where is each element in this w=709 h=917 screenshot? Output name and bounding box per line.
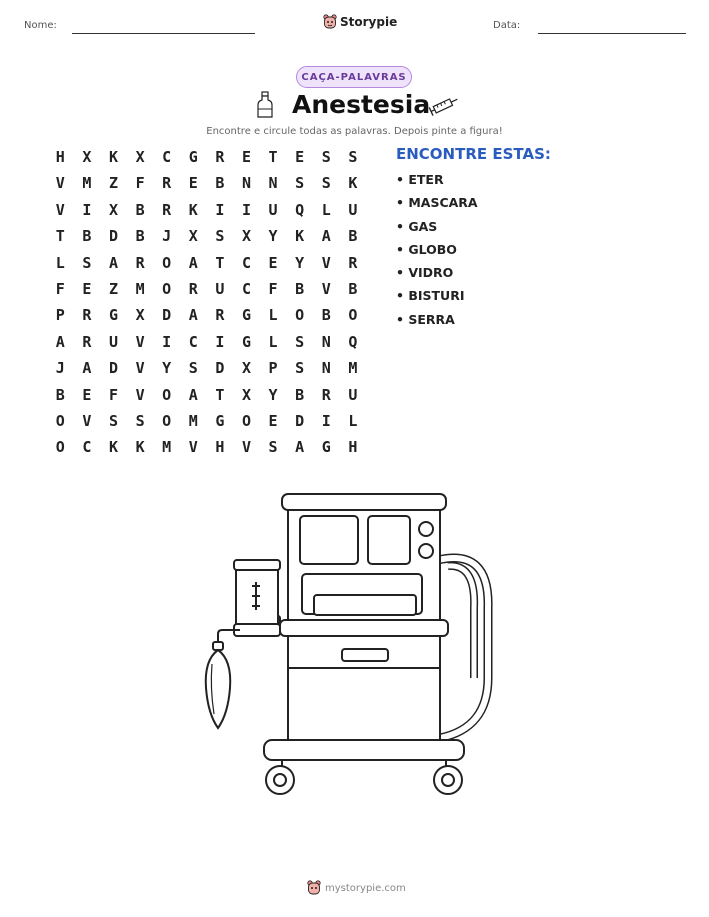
grid-cell[interactable]: V [135, 359, 145, 378]
grid-cell[interactable]: B [348, 227, 358, 246]
grid-cell[interactable]: R [215, 148, 225, 166]
grid-cell[interactable]: N [268, 174, 278, 193]
grid-cell[interactable]: B [135, 227, 145, 246]
grid-cell[interactable]: S [268, 438, 278, 457]
grid-cell[interactable]: Z [108, 279, 118, 298]
grid-cell[interactable]: L [321, 200, 331, 219]
grid-cell[interactable]: Q [348, 332, 358, 351]
word-list-item: • GAS [396, 218, 438, 234]
grid-cell[interactable]: R [82, 306, 92, 325]
grid-cell[interactable]: I [215, 200, 225, 219]
grid-cell[interactable]: S [108, 411, 118, 430]
grid-cell[interactable]: B [215, 174, 225, 193]
grid-cell[interactable]: H [348, 438, 358, 457]
vial-icon [256, 91, 274, 119]
grid-cell[interactable]: Q [295, 200, 305, 219]
grid-cell[interactable]: O [162, 385, 172, 404]
grid-cell[interactable]: V [55, 200, 65, 219]
grid-cell[interactable]: V [188, 438, 198, 457]
grid-cell[interactable]: Y [162, 359, 172, 378]
instructions: Encontre e circule todas as palavras. Depois pinte a figura! [206, 126, 503, 137]
word-search-grid[interactable] [47, 148, 367, 465]
grid-cell[interactable]: E [241, 148, 251, 166]
storypie-mascot-icon [307, 880, 321, 896]
grid-cell[interactable]: H [215, 438, 225, 457]
grid-cell[interactable]: R [82, 332, 92, 351]
brand-logo [323, 14, 397, 30]
grid-cell[interactable]: U [108, 332, 118, 351]
grid-cell[interactable]: I [215, 332, 225, 351]
grid-cell[interactable]: A [55, 332, 65, 351]
name-label: Nome: [24, 20, 57, 31]
grid-cell[interactable]: X [188, 227, 198, 246]
page-title: Anestesia [292, 90, 431, 119]
grid-cell[interactable]: I [82, 200, 92, 219]
grid-cell[interactable]: S [295, 359, 305, 378]
grid-cell[interactable]: A [321, 227, 331, 246]
anesthesia-machine-icon [200, 488, 510, 800]
grid-cell[interactable]: U [348, 385, 358, 404]
grid-cell[interactable]: A [295, 438, 305, 457]
grid-cell[interactable]: F [55, 279, 65, 298]
grid-cell[interactable]: N [241, 174, 251, 193]
grid-cell[interactable]: L [348, 411, 358, 430]
grid-cell[interactable]: T [55, 227, 65, 246]
grid-cell[interactable]: C [241, 279, 251, 298]
grid-cell[interactable]: S [188, 359, 198, 378]
grid-cell[interactable]: M [162, 438, 172, 457]
footer [307, 880, 406, 896]
grid-cell[interactable]: R [188, 279, 198, 298]
grid-cell[interactable]: F [268, 279, 278, 298]
grid-cell[interactable]: B [82, 227, 92, 246]
grid-cell[interactable]: U [268, 200, 278, 219]
grid-cell[interactable]: R [135, 253, 145, 272]
grid-cell[interactable]: V [241, 438, 251, 457]
grid-cell[interactable]: O [162, 253, 172, 272]
footer-url: mystorypie.com [325, 882, 406, 894]
grid-cell[interactable]: D [108, 227, 118, 246]
grid-cell[interactable]: D [295, 411, 305, 430]
grid-cell[interactable]: B [295, 385, 305, 404]
grid-cell[interactable]: V [321, 279, 331, 298]
grid-cell[interactable]: G [321, 438, 331, 457]
grid-cell[interactable]: B [295, 279, 305, 298]
grid-cell[interactable]: G [241, 332, 251, 351]
grid-cell[interactable]: C [188, 332, 198, 351]
grid-cell[interactable]: R [162, 200, 172, 219]
grid-cell[interactable]: T [215, 385, 225, 404]
grid-cell[interactable]: A [188, 253, 198, 272]
grid-cell[interactable]: A [188, 306, 198, 325]
grid-cell[interactable]: S [348, 148, 358, 166]
grid-cell[interactable]: X [82, 148, 92, 166]
grid-cell[interactable]: B [321, 306, 331, 325]
grid-cell[interactable]: V [321, 253, 331, 272]
grid-cell[interactable]: K [108, 438, 118, 457]
grid-cell[interactable]: P [268, 359, 278, 378]
grid-cell[interactable]: A [108, 253, 118, 272]
grid-cell[interactable]: O [162, 411, 172, 430]
grid-cell[interactable]: X [241, 385, 251, 404]
grid-cell[interactable]: K [295, 227, 305, 246]
grid-cell[interactable]: R [321, 385, 331, 404]
grid-cell[interactable]: E [295, 148, 305, 166]
grid-cell[interactable]: F [108, 385, 118, 404]
grid-cell[interactable]: B [348, 279, 358, 298]
grid-cell[interactable]: L [268, 306, 278, 325]
grid-cell[interactable]: M [348, 359, 358, 378]
grid-cell[interactable]: X [241, 227, 251, 246]
grid-cell[interactable]: S [321, 148, 331, 166]
grid-cell[interactable]: U [348, 200, 358, 219]
grid-cell[interactable]: I [321, 411, 331, 430]
grid-cell[interactable]: I [162, 332, 172, 351]
grid-cell[interactable]: F [135, 174, 145, 193]
grid-cell[interactable]: O [295, 306, 305, 325]
grid-cell[interactable]: O [162, 279, 172, 298]
grid-cell[interactable]: Z [108, 174, 118, 193]
grid-cell[interactable]: S [295, 332, 305, 351]
name-line [72, 33, 255, 34]
grid-cell[interactable]: E [268, 253, 278, 272]
grid-cell[interactable]: X [108, 200, 118, 219]
grid-cell[interactable]: L [268, 332, 278, 351]
grid-cell[interactable]: K [135, 438, 145, 457]
grid-cell[interactable]: B [135, 200, 145, 219]
grid-cell[interactable]: S [295, 174, 305, 193]
word-list-item: • GLOBO [396, 241, 457, 257]
grid-cell[interactable]: X [135, 306, 145, 325]
grid-cell[interactable]: T [215, 253, 225, 272]
grid-cell[interactable]: G [241, 306, 251, 325]
grid-cell[interactable]: V [135, 332, 145, 351]
word-list-item: • MASCARA [396, 195, 478, 211]
grid-cell[interactable]: I [241, 200, 251, 219]
grid-cell[interactable]: O [241, 411, 251, 430]
grid-cell[interactable]: E [82, 279, 92, 298]
grid-cell[interactable]: V [55, 174, 65, 193]
grid-cell[interactable]: Y [268, 385, 278, 404]
grid-cell[interactable]: U [215, 279, 225, 298]
grid-cell[interactable]: O [55, 438, 65, 457]
grid-cell[interactable]: N [321, 359, 331, 378]
word-list-heading: ENCONTRE ESTAS: [396, 145, 551, 163]
grid-cell[interactable]: S [82, 253, 92, 272]
grid-cell[interactable]: A [188, 385, 198, 404]
grid-cell[interactable]: M [135, 279, 145, 298]
word-list-item: • ETER [396, 172, 444, 187]
grid-cell[interactable]: T [268, 148, 278, 166]
brand-name: Storypie [340, 15, 398, 29]
grid-cell[interactable]: X [241, 359, 251, 378]
grid-cell[interactable]: E [268, 411, 278, 430]
grid-cell[interactable]: K [108, 148, 118, 166]
grid-cell[interactable]: P [55, 306, 65, 325]
grid-cell[interactable]: Y [268, 227, 278, 246]
category-badge: CAÇA-PALAVRAS [296, 66, 412, 88]
grid-cell[interactable]: V [82, 411, 92, 430]
word-list-item: • BISTURI [396, 288, 465, 304]
grid-cell[interactable]: M [188, 411, 198, 430]
syringe-icon [428, 95, 460, 117]
grid-cell[interactable]: M [82, 174, 92, 193]
grid-cell[interactable]: D [108, 359, 118, 378]
grid-cell[interactable]: N [321, 332, 331, 351]
grid-cell[interactable]: G [188, 148, 198, 166]
grid-cell[interactable]: K [348, 174, 358, 193]
grid-cell[interactable]: R [162, 174, 172, 193]
grid-cell[interactable]: X [135, 148, 145, 166]
grid-cell[interactable]: O [348, 306, 358, 325]
grid-cell[interactable]: K [188, 200, 198, 219]
grid-cell[interactable]: C [82, 438, 92, 457]
grid-cell[interactable]: D [215, 359, 225, 378]
grid-cell[interactable]: H [55, 148, 65, 166]
grid-cell[interactable]: E [82, 385, 92, 404]
grid-cell[interactable]: V [135, 385, 145, 404]
word-list-item: • SERRA [396, 311, 455, 327]
grid-cell[interactable]: C [241, 253, 251, 272]
grid-cell[interactable]: B [55, 385, 65, 404]
grid-cell[interactable]: D [162, 306, 172, 325]
word-list [396, 170, 478, 333]
word-list-item: • VIDRO [396, 265, 454, 281]
grid-cell[interactable]: G [215, 411, 225, 430]
grid-cell[interactable]: C [162, 148, 172, 166]
grid-cell[interactable]: S [215, 227, 225, 246]
grid-cell[interactable]: G [108, 306, 118, 325]
grid-cell[interactable]: L [55, 253, 65, 272]
grid-cell[interactable]: S [135, 411, 145, 430]
grid-cell[interactable]: J [162, 227, 172, 246]
grid-cell[interactable]: E [188, 174, 198, 193]
grid-cell[interactable]: S [321, 174, 331, 193]
grid-cell[interactable]: J [55, 359, 65, 378]
date-line [538, 33, 686, 34]
storypie-mascot-icon [323, 14, 337, 30]
date-label: Data: [493, 20, 521, 31]
grid-cell[interactable]: Y [295, 253, 305, 272]
grid-cell[interactable]: O [55, 411, 65, 430]
grid-cell[interactable]: R [215, 306, 225, 325]
grid-cell[interactable]: A [82, 359, 92, 378]
grid-cell[interactable]: R [348, 253, 358, 272]
